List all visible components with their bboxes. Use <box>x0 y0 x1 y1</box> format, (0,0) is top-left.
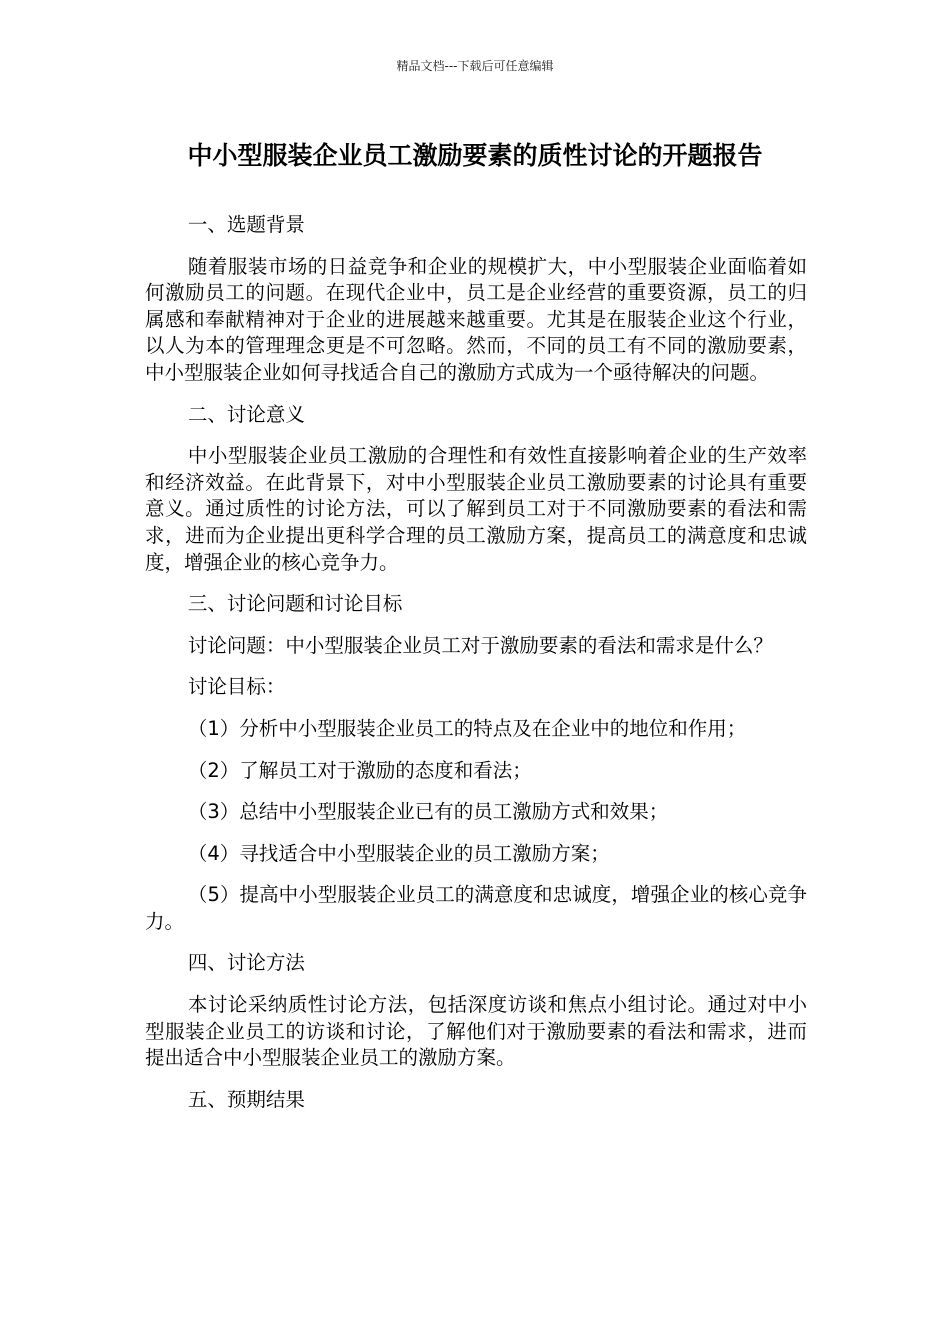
section-heading-questions: 三、讨论问题和讨论目标 <box>187 592 403 616</box>
research-goal-item: （4）寻找适合中小型服装企业的员工激励方案； <box>187 841 610 865</box>
section-text-significance: 中小型服装企业员工激励的合理性和有效性直接影响着企业的生产效率和经济效益。在此背景下，对中小型服装企业员工激励要素的讨论具有重要意义。通过质性的讨论方法，可以了解到员工对于不同激励要素的看法和需求，进而为企业提出更科学合理的员工激励方案，提高员工的满意度和忠诚度，增强企业的核心竞争力。 <box>145 444 807 574</box>
research-question: 讨论问题：中小型服装企业员工对于激励要素的看法和需求是什么？ <box>187 633 773 657</box>
research-goal-item: （3）总结中小型服装企业已有的员工激励方式和效果； <box>187 800 669 824</box>
header-note: 精品文档---下载后可任意编辑 <box>396 59 554 73</box>
research-goal-item: （1）分析中小型服装企业员工的特点及在企业中的地位和作用； <box>187 716 747 740</box>
research-goals-label: 讨论目标： <box>187 675 286 699</box>
document-title: 中小型服装企业员工激励要素的质性讨论的开题报告 <box>187 141 763 170</box>
section-heading-significance: 二、讨论意义 <box>187 402 305 426</box>
section-heading-results: 五、预期结果 <box>187 1087 305 1111</box>
section-heading-method: 四、讨论方法 <box>187 951 305 975</box>
research-goal-item: （5）提高中小型服装企业员工的满意度和忠诚度，增强企业的核心竞争力。 <box>145 883 807 933</box>
section-text-method: 本讨论采纳质性讨论方法，包括深度访谈和焦点小组讨论。通过对中小型服装企业员工的访谈和讨论，了解他们对于激励要素的看法和需求，进而提出适合中小型服装企业员工的激励方案。 <box>145 993 807 1070</box>
section-text-background: 随着服装市场的日益竞争和企业的规模扩大，中小型服装企业面临着如何激励员工的问题。在现代企业中，员工是企业经营的重要资源，员工的归属感和奉献精神对于企业的进展越来越重要。尤其是在服装企业这个行业，以人为本的管理理念更是不可忽略。然而，不同的员工有不同的激励要素，中小型服装企业如何寻找适合自己的激励方式成为一个亟待解决的问题。 <box>145 254 807 384</box>
section-heading-background: 一、选题背景 <box>187 213 305 236</box>
research-goal-item: （2）了解员工对于激励的态度和看法； <box>187 758 532 782</box>
document-body <box>145 212 807 1128</box>
